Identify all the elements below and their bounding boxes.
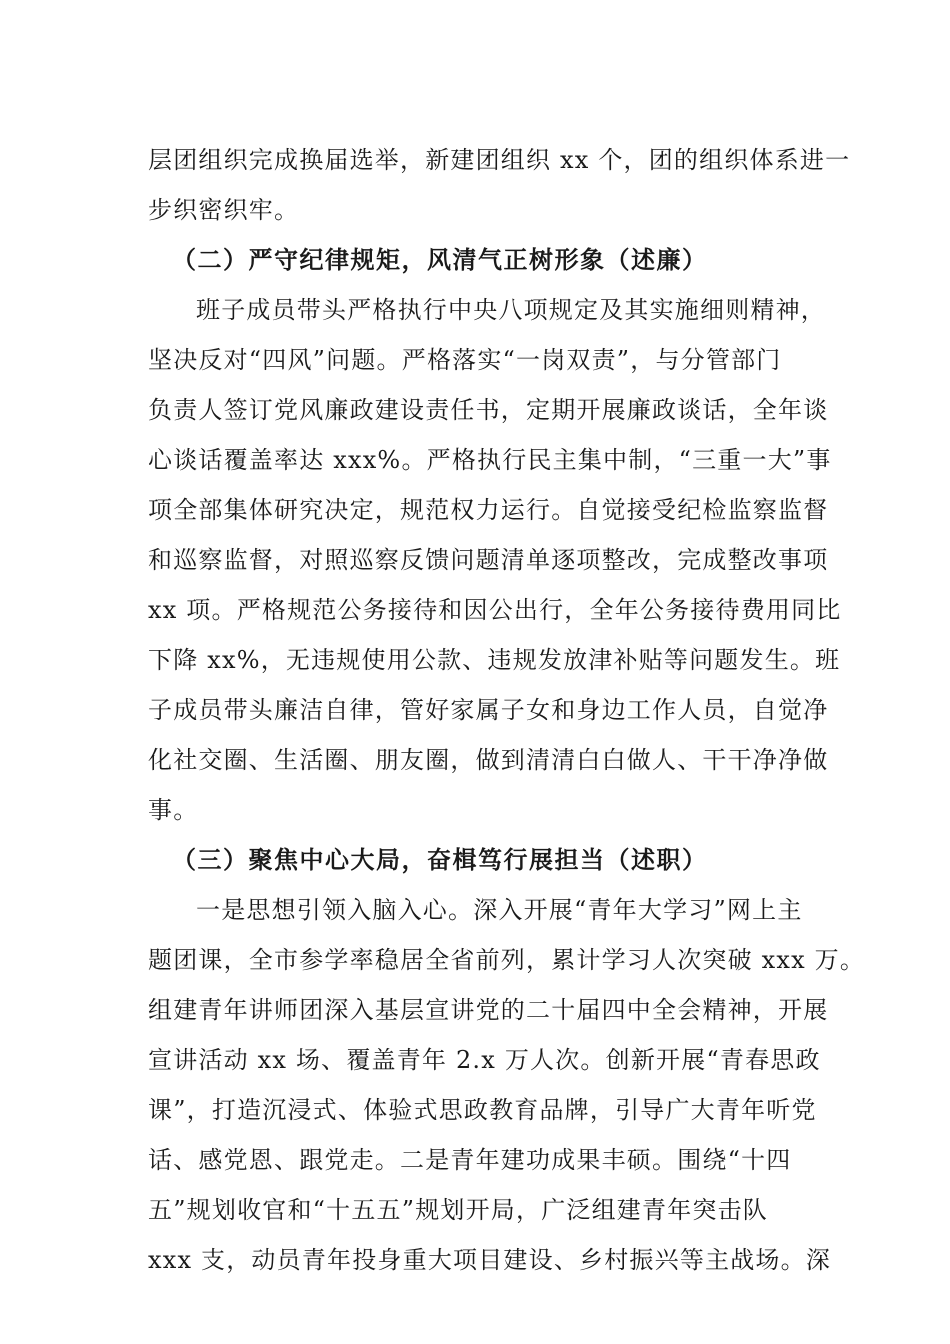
paragraph-first-line: 班子成员带头严格执行中央八项规定及其实施细则精神， [196, 296, 826, 324]
body-text-line: 子成员带头廉洁自律，管好家属子女和身边工作人员，自觉净 [148, 696, 829, 724]
body-text-line: 事。 [148, 796, 199, 824]
body-text-line: 下降 xx%，无违规使用公款、违规发放津补贴等问题发生。班 [148, 646, 841, 674]
body-text-line: xx 项。严格规范公务接待和因公出行，全年公务接待费用同比 [148, 596, 842, 624]
body-text-line: 负责人签订党风廉政建设责任书，定期开展廉政谈话，全年谈 [148, 396, 829, 424]
body-text-line: 坚决反对“四风”问题。严格落实“一岗双责”，与分管部门 [148, 346, 782, 374]
section-heading: （二）严守纪律规矩，风清气正树形象（述廉） [172, 246, 708, 274]
body-text-line: 心谈话覆盖率达 xxx%。严格执行民主集中制，“三重一大”事 [148, 446, 832, 474]
body-text-line: 步织密织牢。 [148, 196, 300, 224]
body-text-line: 和巡察监督，对照巡察反馈问题清单逐项整改，完成整改事项 [148, 546, 829, 574]
paragraph-first-line: 一是思想引领入脑入心。深入开展“青年大学习”网上主 [196, 896, 803, 924]
section-heading: （三）聚焦中心大局，奋楫笃行展担当（述职） [172, 846, 708, 874]
body-text-line: 话、感党恩、跟党走。二是青年建功成果丰硕。围绕“十四 [148, 1146, 792, 1174]
body-text-line: 组建青年讲师团深入基层宣讲党的二十届四中全会精神，开展 [148, 996, 829, 1024]
body-text-line: xxx 支，动员青年投身重大项目建设、乡村振兴等主战场。深 [148, 1246, 832, 1274]
body-text-line: 五”规划收官和“十五五”规划开局，广泛组建青年突击队 [148, 1196, 769, 1224]
body-text-line: 项全部集体研究决定，规范权力运行。自觉接受纪检监察监督 [148, 496, 829, 524]
body-text-line: 化社交圈、生活圈、朋友圈，做到清清白白做人、干干净净做 [148, 746, 829, 774]
body-text-line: 题团课，全市参学率稳居全省前列，累计学习人次突破 xxx 万。 [148, 946, 866, 974]
body-text-line: 课”，打造沉浸式、体验式思政教育品牌，引导广大青年听党 [148, 1096, 817, 1124]
body-text-line: 层团组织完成换届选举，新建团组织 xx 个，团的组织体系进一 [148, 146, 851, 174]
body-text-line: 宣讲活动 xx 场、覆盖青年 2.x 万人次。创新开展“青春思政 [148, 1046, 821, 1074]
